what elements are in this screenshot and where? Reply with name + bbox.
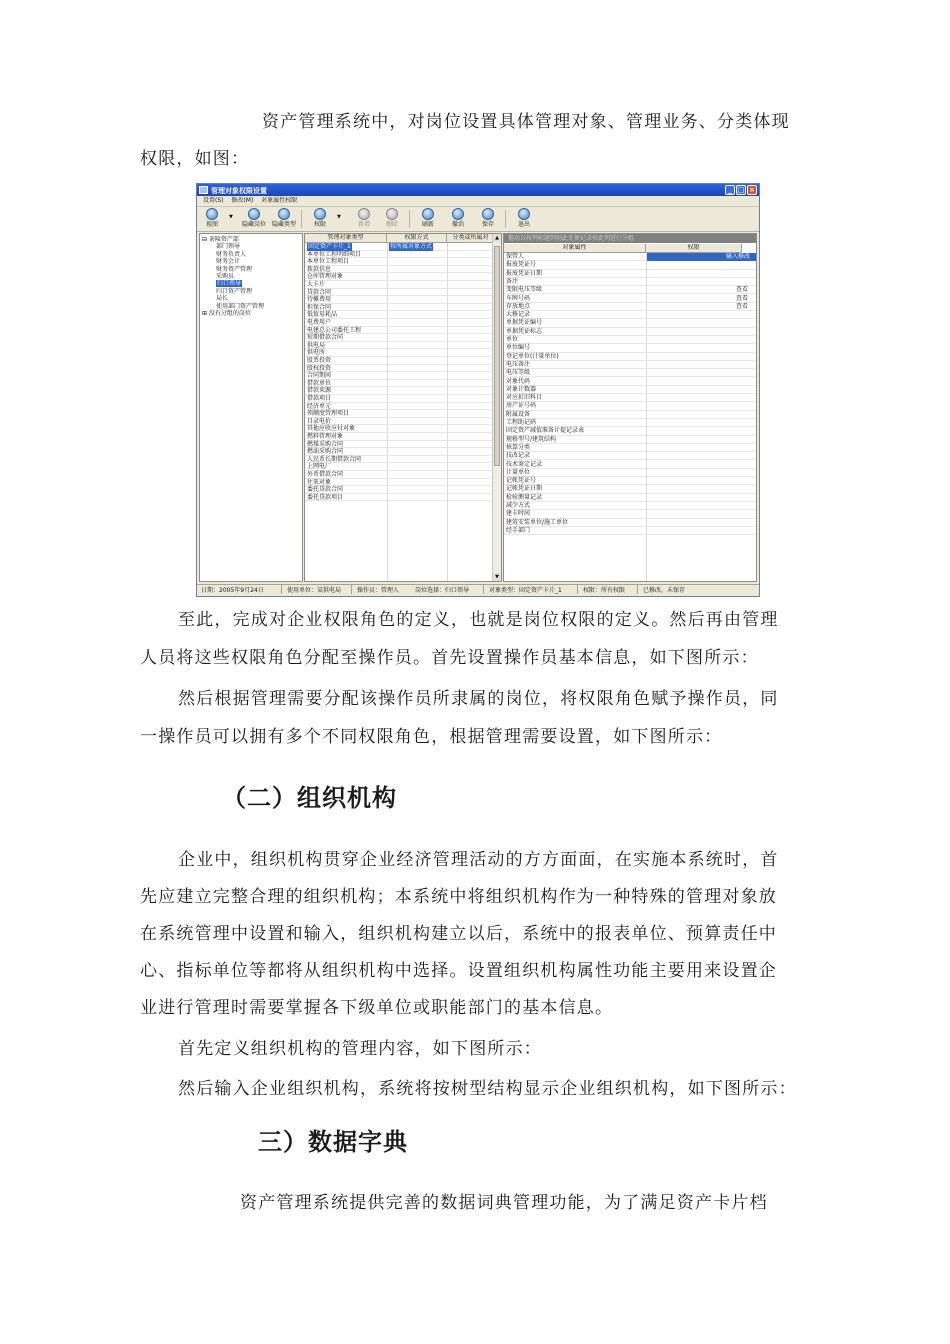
- tree-item-label: 财务负责人: [216, 250, 247, 258]
- tree-item[interactable]: [202, 310, 251, 317]
- delete-icon: [386, 208, 398, 220]
- object-type-cell: 外币借款合同: [307, 471, 344, 478]
- attribute-cell: 经手部门: [506, 526, 531, 534]
- table-row[interactable]: [504, 485, 756, 493]
- attribute-cell: 单据凭证标志: [506, 327, 543, 335]
- table-row[interactable]: [305, 380, 501, 388]
- object-type-cell: 借款项目: [307, 395, 332, 402]
- paragraph-org-line3: 在系统管理中设置和输入，组织机构建立以后，系统中的报表单位、预算责任中: [140, 924, 777, 944]
- attribute-cell: 记帐凭证号: [506, 477, 537, 485]
- object-type-cell: 固定资产卡片_1: [308, 243, 351, 250]
- attribute-cell: 附属设备: [506, 410, 531, 418]
- status-separator: [281, 585, 282, 594]
- refresh-icon: [422, 208, 434, 220]
- attribute-cell: 房产证号码: [506, 402, 537, 410]
- table-row[interactable]: [305, 395, 501, 403]
- table-row[interactable]: [305, 243, 501, 251]
- object-type-grid[interactable]: [304, 233, 502, 582]
- attribute-cell: 车牌号码: [506, 294, 531, 302]
- tree-item[interactable]: [216, 303, 264, 310]
- table-row[interactable]: [504, 444, 756, 452]
- table-row[interactable]: [305, 410, 501, 418]
- window-titlebar: [197, 184, 759, 196]
- tree-item-label: 归口领导: [217, 280, 242, 288]
- table-row[interactable]: [305, 448, 501, 456]
- window-title: 管理对象权限设置: [211, 187, 267, 195]
- object-type-cell: 低值易耗品: [307, 311, 338, 319]
- paragraph-intro-line1: 资产管理系统中，对岗位设置具体管理对象、管理业务、分类体现: [262, 112, 790, 132]
- undo-icon: [452, 208, 464, 220]
- object-type-cell: 合同期间: [307, 372, 332, 380]
- table-row[interactable]: [305, 372, 501, 380]
- hide-post-icon: [248, 208, 260, 220]
- table-row[interactable]: [504, 369, 756, 377]
- column-header-permission[interactable]: 权限: [646, 244, 742, 253]
- close-icon[interactable]: ×: [747, 185, 757, 195]
- table-row[interactable]: [504, 336, 756, 344]
- toolbar-separator: [301, 210, 302, 228]
- table-row[interactable]: [504, 253, 756, 261]
- attribute-cell: 大修记录: [506, 311, 531, 319]
- status-separator: [351, 585, 352, 594]
- heading-data-dictionary: 三）数据字典: [258, 1128, 408, 1156]
- object-type-cell: 供电所: [307, 349, 326, 357]
- object-type-cell: 拨款信息: [307, 265, 332, 273]
- table-row[interactable]: [504, 436, 756, 444]
- status-bar: [197, 584, 759, 596]
- table-row[interactable]: [504, 303, 756, 311]
- tree-item-label: 使用部门资产管理: [216, 302, 265, 310]
- status-separator: [637, 585, 638, 594]
- view-button[interactable]: 视图: [199, 208, 225, 230]
- add-icon: [358, 208, 370, 220]
- attribute-cell: 技改记录: [506, 452, 531, 460]
- attribute-cell: 技术鉴定记录: [506, 460, 543, 468]
- table-row[interactable]: [305, 273, 501, 281]
- table-row[interactable]: [305, 258, 501, 266]
- paragraph-org-define: 首先定义组织机构的管理内容，如下图所示：: [178, 1039, 542, 1059]
- object-type-cell: 借款来源: [307, 387, 332, 395]
- table-row[interactable]: [305, 494, 501, 502]
- status-post: 岗位选择：归口领导: [415, 587, 470, 594]
- scroll-down-icon[interactable]: ▼: [493, 573, 501, 581]
- attribute-cell: 报废凭证日期: [506, 269, 543, 277]
- permission-cell[interactable]: 输入修改: [647, 253, 756, 261]
- exit-button[interactable]: 退出: [511, 208, 537, 230]
- permission-icon: [314, 208, 326, 220]
- attribute-cell: 变限电压等级: [506, 286, 543, 294]
- refresh-button[interactable]: 刷新: [415, 208, 441, 230]
- paragraph-org-line4: 心、指标单位等都将从组织机构中选择。设置组织机构属性功能主要用来设置企: [140, 961, 777, 981]
- permission-settings-screenshot: [196, 183, 760, 597]
- table-row[interactable]: [504, 394, 756, 402]
- object-type-cell: 上网电厂: [307, 463, 332, 471]
- object-type-cell: 股权投资: [307, 364, 332, 372]
- table-row[interactable]: [504, 469, 756, 477]
- tree-item-label: 归口资产管理: [216, 287, 253, 295]
- object-type-cell: 燃料管理对象: [307, 433, 344, 440]
- menu-attr-perm[interactable]: 对象属性权限: [261, 197, 298, 204]
- menu-modify[interactable]: 修改(M): [231, 197, 254, 204]
- table-row[interactable]: [504, 519, 756, 527]
- menu-settings[interactable]: 设置(S): [203, 197, 224, 204]
- object-type-cell: 人民币长期借款合同: [307, 455, 362, 463]
- object-type-cell: 电费用户: [307, 319, 332, 326]
- attribute-cell: 计量单位: [506, 468, 531, 476]
- table-row[interactable]: [504, 411, 756, 419]
- attribute-cell: 保管人: [506, 253, 525, 260]
- object-type-cell: 贷款合同: [307, 288, 332, 296]
- attribute-cell: 单位: [506, 336, 519, 343]
- attribute-cell: 报废凭证号: [506, 261, 537, 269]
- object-type-cell: 股票投资: [307, 357, 332, 364]
- table-row[interactable]: [504, 510, 756, 518]
- table-row[interactable]: [504, 295, 756, 303]
- paragraph-define-line2: 人员将这些权限角色分配至操作员。首先设置操作员基本信息，如下图所示：: [140, 648, 759, 668]
- toolbar-separator: [409, 210, 410, 228]
- attribute-cell: 工程助记码: [506, 419, 537, 426]
- object-type-cell: 其他应收应付对象: [307, 425, 356, 433]
- object-type-cell: 待摊费用: [307, 296, 332, 304]
- object-type-cell: 燃煤采购合同: [307, 440, 344, 448]
- object-type-cell: 大卡片: [307, 281, 326, 288]
- table-row[interactable]: [504, 319, 756, 327]
- table-row[interactable]: [305, 471, 501, 479]
- tree-item-label: ⊟ 茶陵资产部: [202, 236, 239, 243]
- maximize-icon[interactable]: □: [737, 186, 745, 194]
- object-type-cell: 担保合同: [307, 303, 332, 311]
- object-type-cell: 往来对象: [307, 478, 332, 486]
- paragraph-org-input: 然后输入企业组织机构，系统将按树型结构显示企业组织机构，如下图所示：: [178, 1079, 797, 1099]
- status-state: 已修改，未保存: [643, 587, 686, 594]
- paragraph-intro-line2: 权限，如图：: [140, 149, 250, 169]
- attribute-grid-body: [504, 244, 756, 581]
- tree-item[interactable]: [216, 243, 240, 250]
- tree-item[interactable]: [216, 288, 252, 295]
- attribute-cell: 固定资产减值准备计提记录表: [506, 427, 585, 435]
- attribute-cell: 建筑安装单位/施工单位: [506, 518, 569, 526]
- table-row[interactable]: [305, 463, 501, 471]
- tree-item-label: 部门领导: [216, 243, 241, 251]
- tree-item-label: 局长: [216, 295, 229, 303]
- table-row[interactable]: [305, 334, 501, 342]
- undo-button[interactable]: 撤消: [445, 208, 471, 230]
- attribute-cell: 单据凭证编号: [506, 319, 543, 327]
- column-header-perm-mode[interactable]: 权限方式: [387, 234, 447, 243]
- paragraph-org-line1: 企业中，组织机构贯穿企业经济管理活动的方方面面，在实施本系统时，首: [178, 850, 779, 870]
- save-icon: [482, 208, 494, 220]
- table-row[interactable]: [305, 357, 501, 365]
- object-type-cell: 燃油采购合同: [307, 448, 344, 456]
- tree-item[interactable]: [216, 258, 240, 265]
- attribute-cell: 记帐凭证日期: [506, 485, 543, 493]
- exit-icon: [518, 208, 530, 220]
- table-row[interactable]: [504, 353, 756, 361]
- scroll-thumb[interactable]: [494, 246, 500, 466]
- table-row[interactable]: [504, 494, 756, 502]
- tree-item-label: 采购员: [216, 273, 235, 280]
- tree-item[interactable]: [216, 273, 234, 280]
- view-icon: [206, 208, 218, 220]
- scroll-up-icon[interactable]: ▲: [493, 234, 501, 242]
- status-separator: [577, 585, 578, 594]
- table-row[interactable]: [305, 456, 501, 464]
- table-row[interactable]: [504, 278, 756, 286]
- app-icon: [199, 186, 208, 194]
- attribute-cell: 单位编号: [506, 344, 531, 352]
- table-row[interactable]: [305, 365, 501, 373]
- object-type-cell: 借款单位: [307, 379, 332, 387]
- table-row[interactable]: [504, 386, 756, 394]
- table-row[interactable]: [504, 344, 756, 352]
- object-type-cell: 仓库管理对象: [307, 273, 344, 281]
- paragraph-define-line1: 至此，完成对企业权限角色的定义，也就是岗位权限的定义。然后再由管理: [178, 610, 779, 630]
- menu-bar: [197, 196, 759, 207]
- tree-item-label: 财务资产管理: [216, 265, 253, 273]
- table-row[interactable]: [305, 433, 501, 441]
- chevron-down-icon[interactable]: ▼: [229, 214, 233, 220]
- table-row[interactable]: [305, 281, 501, 289]
- status-date: 日期：2005年9月24日: [201, 587, 264, 594]
- tree-item[interactable]: [202, 236, 239, 243]
- hide-class-button[interactable]: 隐藏类型: [271, 208, 297, 230]
- object-type-cell: 委托贷款项目: [307, 493, 344, 501]
- object-type-cell: 领额度管理项目: [307, 410, 350, 418]
- paragraph-org-line2: 先应建立完整合理的组织机构；本系统中将组织机构作为一种特殊的管理对象放: [140, 887, 777, 907]
- table-row[interactable]: [504, 427, 756, 435]
- table-row[interactable]: [504, 461, 756, 469]
- attribute-cell: 对应折旧科目: [506, 394, 543, 402]
- tree-item-label: 财务会计: [216, 258, 241, 266]
- tree-item[interactable]: [216, 280, 242, 287]
- table-row[interactable]: [305, 296, 501, 304]
- attribute-cell: 规格型号/建筑结构: [506, 435, 557, 443]
- delete-button[interactable]: 删除: [379, 208, 405, 230]
- column-header-object-type[interactable]: 管理对象类型: [305, 234, 387, 243]
- table-row[interactable]: [305, 289, 501, 297]
- hide-class-icon: [278, 208, 290, 220]
- attribute-cell: 减少方式: [506, 502, 531, 509]
- table-row[interactable]: [305, 425, 501, 433]
- table-row[interactable]: [305, 319, 501, 327]
- attribute-cell: 登记单位(计量单位): [506, 352, 559, 360]
- table-row[interactable]: [305, 387, 501, 395]
- attribute-cell: 备注: [506, 277, 519, 285]
- table-row[interactable]: [504, 261, 756, 269]
- table-row[interactable]: [305, 342, 501, 350]
- attribute-cell: 电压备注: [506, 360, 531, 368]
- tree-item-label: ⊞ 没有分组的岗位: [202, 310, 251, 317]
- post-tree[interactable]: [199, 233, 303, 582]
- column-header-class[interactable]: 分类或所属对: [447, 234, 495, 243]
- object-type-cell: 经济单元: [307, 402, 332, 410]
- paragraph-assign-line1: 然后根据管理需要分配该操作员所隶属的岗位，将权限角色赋予操作员，同: [178, 689, 779, 709]
- object-type-cell: 短期借款合同: [307, 334, 344, 342]
- object-type-cell: 本单位工程项目: [307, 258, 350, 266]
- status-unit: 使用单位：某供电局: [287, 587, 342, 594]
- status-operator: 操作员：管理人: [357, 587, 400, 594]
- paragraph-assign-line2: 一操作员可以拥有多个不同权限角色，根据管理需要设置，如下图所示：: [140, 727, 723, 747]
- paragraph-dictionary: 资产管理系统提供完善的数据词典管理功能，为了满足资产卡片档: [240, 1193, 768, 1213]
- heading-organization: （二）组织机构: [222, 784, 397, 812]
- attribute-cell: 对象计数器: [506, 385, 537, 393]
- object-type-cell: 供电局: [307, 341, 326, 349]
- table-row[interactable]: [504, 502, 756, 510]
- tree-item[interactable]: [216, 266, 252, 273]
- table-row[interactable]: [305, 486, 501, 494]
- status-permission: 权限：所有权限: [583, 587, 626, 594]
- status-object-type: 对象类型：固定资产卡片_1: [489, 587, 562, 594]
- minimize-icon[interactable]: _: [725, 185, 735, 195]
- chevron-down-icon[interactable]: ▼: [337, 214, 341, 220]
- table-row[interactable]: [504, 378, 756, 386]
- table-row[interactable]: [504, 328, 756, 336]
- attribute-grid[interactable]: [503, 233, 757, 582]
- table-row[interactable]: [305, 349, 501, 357]
- group-by-hint: 拖动以按列标题列别此处便记录按此列进行分组: [504, 234, 756, 243]
- object-type-cell: 电建总公司委托工程: [307, 326, 362, 334]
- status-separator: [483, 585, 484, 594]
- permission-cell[interactable]: 查看: [735, 294, 748, 302]
- permission-cell[interactable]: 查看: [735, 302, 748, 310]
- table-row[interactable]: [504, 452, 756, 460]
- attribute-cell: 对象代码: [506, 377, 531, 385]
- object-type-cell: 目录电价: [307, 417, 332, 425]
- paragraph-org-line5: 业进行管理时需要掌握各下级单位或职能部门的基本信息。: [140, 998, 614, 1018]
- object-type-cell: 本单位工程明细项目: [307, 250, 362, 258]
- add-button[interactable]: 新增: [351, 208, 377, 230]
- table-row[interactable]: [504, 402, 756, 410]
- table-row[interactable]: [305, 311, 501, 319]
- table-row[interactable]: [504, 361, 756, 369]
- hide-post-button[interactable]: 隐藏岗位: [241, 208, 267, 230]
- attribute-cell: 存放地点: [506, 302, 531, 310]
- tree-item[interactable]: [216, 251, 246, 258]
- attribute-cell: 检验测量记录: [506, 493, 543, 501]
- object-type-cell: 委托贷款合同: [307, 486, 344, 494]
- table-row[interactable]: [504, 270, 756, 278]
- permission-button[interactable]: 权限: [307, 208, 333, 230]
- table-row[interactable]: [504, 527, 756, 535]
- attribute-cell: 电压等级: [506, 369, 531, 377]
- permission-cell[interactable]: 查看: [735, 286, 748, 294]
- attribute-cell: 核算分类: [506, 443, 531, 451]
- perm-mode-cell[interactable]: 按所属对象方式: [390, 243, 433, 250]
- mid-scrollbar[interactable]: [492, 234, 501, 581]
- attribute-cell: 建卡时间: [506, 510, 531, 518]
- save-button[interactable]: 保存: [475, 208, 501, 230]
- column-header-attribute[interactable]: 对象属性: [504, 244, 646, 253]
- table-row[interactable]: [504, 286, 756, 294]
- toolbar: [197, 207, 759, 232]
- tree-item[interactable]: [216, 295, 228, 302]
- toolbar-separator: [505, 210, 506, 228]
